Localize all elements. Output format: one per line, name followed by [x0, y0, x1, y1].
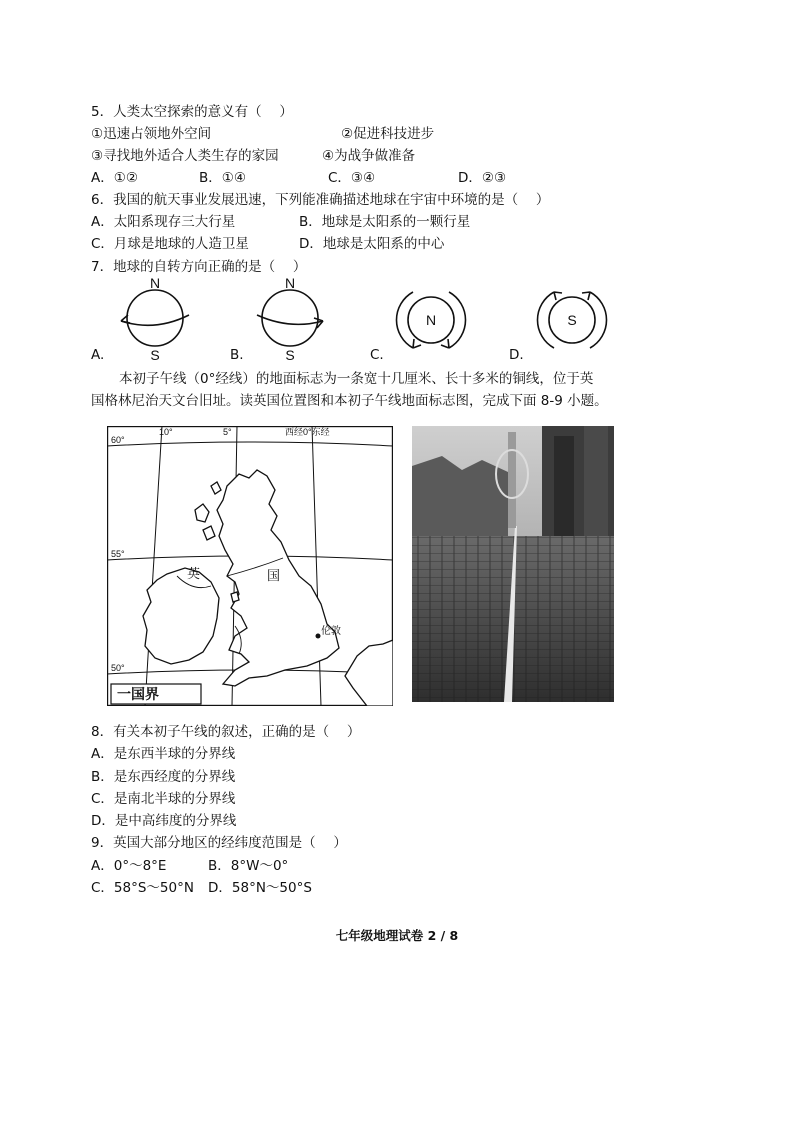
q5-choice-b: B．①④: [199, 170, 246, 186]
q9-choice-b: B．8°W～0°: [208, 858, 289, 874]
q7-rotation-diagrams: [85, 278, 625, 364]
q7-choice-d: D.: [509, 347, 524, 363]
q7a-globe: [127, 290, 183, 346]
country-label-ying: 英: [187, 566, 201, 581]
lat-55-label: 55°: [111, 549, 125, 559]
q7-choice-b: B.: [230, 347, 244, 363]
q7-choice-a: A.: [91, 347, 105, 363]
q7a-north-label: N: [149, 278, 161, 291]
intro-line-2: 国格林尼治天文台旧址。读英国位置图和本初子午线地面标志图，完成下面 8-9 小题。: [91, 393, 608, 409]
q7c-arrow-right: [449, 292, 466, 348]
q7a-south-label: S: [150, 347, 160, 363]
q7b-north-label: N: [284, 278, 296, 291]
q6-choice-d: D．地球是太阳系的中心: [299, 236, 445, 252]
q6-choice-c: C．月球是地球的人造卫星: [91, 236, 249, 252]
q5-choice-a: A．①②: [91, 170, 138, 186]
q7b-rotation-arrow: [257, 315, 323, 324]
isle-of-man: [231, 592, 239, 602]
q7b-south-label: S: [285, 347, 295, 363]
q5-option-4: ④为战争做准备: [322, 148, 416, 164]
photo-trees-left: [412, 456, 508, 546]
q8-choice-b: B．是东西经度的分界线: [91, 769, 236, 785]
q5-choice-c: C．③④: [328, 170, 376, 186]
lon-5-label: 5°: [223, 427, 232, 437]
q5-option-2: ②促进科技进步: [341, 126, 435, 142]
q6-choice-b: B．地球是太阳系的一颗行星: [299, 214, 471, 230]
q5-stem: 5．人类太空探索的意义有（ ）: [91, 104, 293, 120]
uk-location-map: [107, 426, 393, 706]
page-footer: 七年级地理试卷 2 / 8: [335, 928, 459, 943]
q9-choice-d: D．58°N～50°S: [208, 880, 312, 896]
lon-10-label: 10°: [159, 427, 173, 437]
q7c-north-label: N: [425, 312, 437, 328]
q9-choice-c: C．58°S～50°N: [91, 880, 194, 896]
photo-post: [508, 432, 516, 528]
lat-60-label: 60°: [111, 435, 125, 445]
q7d-arrow-left: [537, 292, 554, 348]
q9-stem: 9．英国大部分地区的经纬度范围是（ ）: [91, 835, 347, 851]
intro-line-1: 本初子午线（0°经线）的地面标志为一条宽十几厘米、长十多米的铜线，位于英: [119, 371, 594, 387]
q6-choice-a: A．太阳系现存三大行星: [91, 214, 236, 230]
q8-choice-a: A．是东西半球的分界线: [91, 746, 236, 762]
london-label: 伦敦: [321, 626, 341, 637]
q5-option-3: ③寻找地外适合人类生存的家园: [91, 148, 279, 164]
q8-choice-c: C．是南北半球的分界线: [91, 791, 236, 807]
london-marker: [316, 634, 321, 639]
q7d-south-label: S: [567, 312, 577, 328]
country-label-guo: 国: [267, 568, 281, 583]
q5-choice-d: D．②③: [458, 170, 507, 186]
legend-boundary-label: 一国界: [117, 686, 159, 702]
q8-stem: 8．有关本初子午线的叙述，正确的是（ ）: [91, 724, 361, 740]
prime-meridian-photo: [412, 426, 614, 702]
q8-choice-d: D．是中高纬度的分界线: [91, 813, 237, 829]
q9-choice-a: A．0°～8°E: [91, 858, 167, 874]
q7-stem: 7．地球的自转方向正确的是（ ）: [91, 259, 307, 275]
q7c-arrow-left: [396, 292, 413, 348]
q6-stem: 6．我国的航天事业发展迅速，下列能准确描述地球在宇宙中环境的是（ ）: [91, 192, 550, 208]
q7d-arrow-right: [590, 292, 607, 348]
lon-0-label: 西经0°东经: [285, 427, 330, 437]
q7-choice-c: C.: [370, 347, 384, 363]
q7b-globe: [262, 290, 318, 346]
q7a-rotation-arrow: [121, 315, 189, 325]
q5-option-1: ①迅速占领地外空间: [91, 126, 212, 142]
lat-50-label: 50°: [111, 663, 125, 673]
